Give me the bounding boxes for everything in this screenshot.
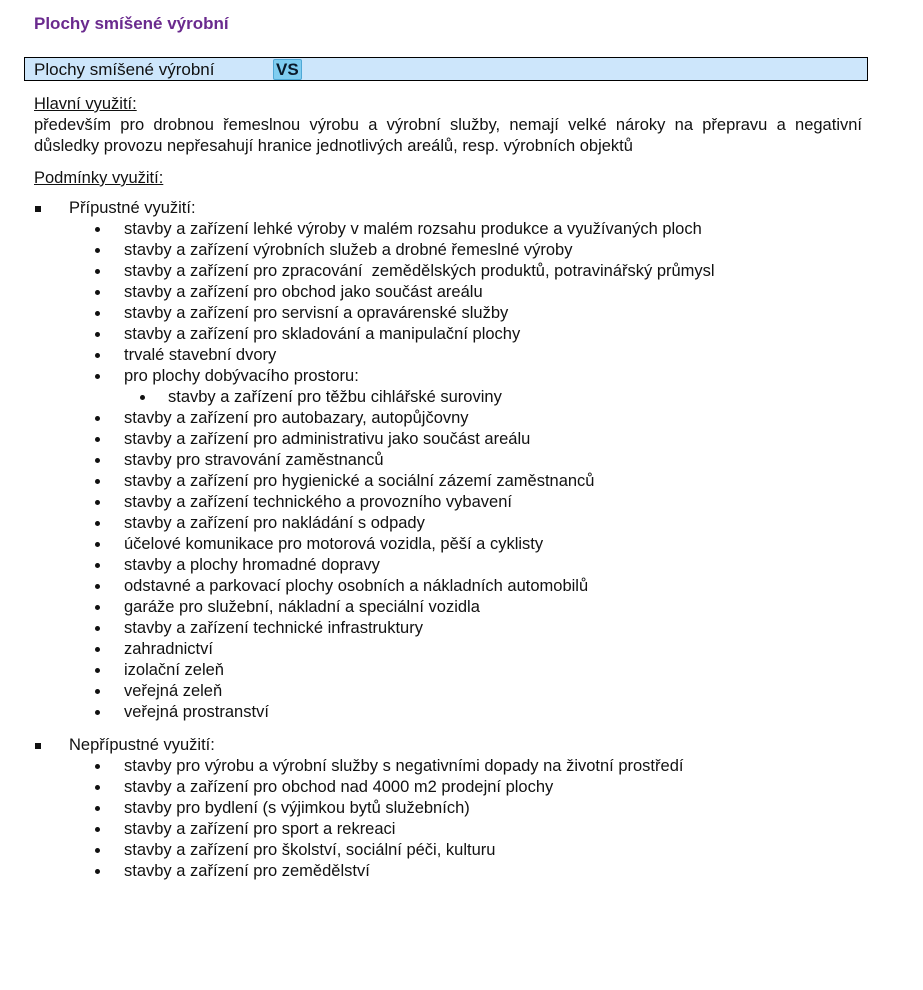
prohibited-use-label: Nepřípustné využití:: [69, 736, 215, 754]
list-item-text: zahradnictví: [124, 640, 213, 658]
list-item: [0, 702, 860, 723]
zone-code-box: [24, 57, 868, 81]
list-item: [0, 282, 860, 303]
bullet-icon: [95, 785, 100, 790]
list-item: [0, 324, 860, 345]
list-item-text: stavby a zařízení pro školství, sociální péči, kulturu: [124, 841, 496, 859]
bullet-icon: [95, 416, 100, 421]
main-use-text: především pro drobnou řemeslnou výrobu a výrobní služby, nemají velké nároky na přepravu a negativní důsledky provozu nepřesahují hranice jednotlivých areálů, resp. výrobních objektů: [34, 116, 862, 155]
list-item-text: trvalé stavební dvory: [124, 346, 277, 364]
list-item: [0, 639, 860, 660]
list-item-text: stavby pro bydlení (s výjimkou bytů služebních): [124, 799, 470, 817]
list-item: [0, 597, 860, 618]
list-item-text: veřejná prostranství: [124, 703, 269, 721]
list-item-text: odstavné a parkovací plochy osobních a nákladních automobilů: [124, 577, 589, 595]
bullet-icon: [95, 437, 100, 442]
list-item-text: stavby a zařízení pro nakládání s odpady: [124, 514, 425, 532]
bullet-icon: [95, 458, 100, 463]
permitted-use-label: Přípustné využití:: [69, 199, 196, 217]
list-item-text: stavby a zařízení výrobních služeb a drobné řemeslné výroby: [124, 241, 573, 259]
list-item-text: stavby a zařízení pro hygienické a sociální zázemí zaměstnanců: [124, 472, 595, 490]
list-item: [0, 345, 860, 366]
list-item: [0, 513, 860, 534]
list-item: [0, 777, 860, 798]
conditions-section: [34, 168, 862, 189]
bullet-icon: [95, 269, 100, 274]
bullet-icon: [95, 311, 100, 316]
list-item: [0, 492, 860, 513]
bullet-icon: [95, 584, 100, 589]
bullet-icon: [95, 290, 100, 295]
list-item: [0, 471, 860, 492]
list-item-text: stavby a zařízení technického a provozního vybavení: [124, 493, 512, 511]
bullet-icon: [95, 827, 100, 832]
bullet-icon: [95, 605, 100, 610]
bullet-icon: [95, 869, 100, 874]
list-item: [0, 303, 860, 324]
list-item: [0, 861, 860, 882]
list-item-text: stavby a zařízení pro administrativu jako součást areálu: [124, 430, 531, 448]
prohibited-use-header: [0, 735, 860, 756]
list-item-text: stavby a zařízení pro těžbu cihlářské suroviny: [168, 388, 502, 406]
list-item: [0, 660, 860, 681]
list-item-text: stavby a zařízení lehké výroby v malém rozsahu produkce a využívaných ploch: [124, 220, 702, 238]
bullet-icon: [140, 395, 145, 400]
list-item: [0, 219, 860, 240]
list-item-text: stavby pro stravování zaměstnanců: [124, 451, 384, 469]
bullet-icon: [95, 479, 100, 484]
list-item-text: izolační zeleň: [124, 661, 224, 679]
list-item-text: stavby a zařízení pro skladování a manipulační plochy: [124, 325, 521, 343]
bullet-icon: [95, 764, 100, 769]
list-item-text: stavby a zařízení pro obchod jako součást areálu: [124, 283, 483, 301]
page-title: Plochy smíšené výrobní: [34, 14, 229, 33]
permitted-use-list: [0, 219, 860, 723]
bullet-icon: [95, 668, 100, 673]
list-item-text: stavby a zařízení pro zemědělství: [124, 862, 370, 880]
bullet-icon: [95, 248, 100, 253]
list-item-text: účelové komunikace pro motorová vozidla, pěší a cyklisty: [124, 535, 544, 553]
prohibited-use-list: [0, 756, 860, 882]
list-item-text: stavby a zařízení pro servisní a opravárenské služby: [124, 304, 509, 322]
list-item-text: garáže pro služební, nákladní a speciální vozidla: [124, 598, 480, 616]
square-bullet-icon: [35, 206, 41, 212]
list-item: [0, 555, 860, 576]
prohibited-use-group: [0, 735, 860, 882]
bullet-icon: [95, 848, 100, 853]
list-item-text: veřejná zeleň: [124, 682, 223, 700]
bullet-icon: [95, 227, 100, 232]
list-item: [0, 681, 860, 702]
list-item: [0, 408, 860, 429]
list-item-text: stavby a zařízení pro obchod nad 4000 m2 prodejní plochy: [124, 778, 554, 796]
bullet-icon: [95, 521, 100, 526]
bullet-icon: [95, 710, 100, 715]
permitted-use-group: [0, 198, 860, 723]
list-item-text: stavby pro výrobu a výrobní služby s negativními dopady na životní prostředí: [124, 757, 684, 775]
bullet-icon: [95, 374, 100, 379]
bullet-icon: [95, 626, 100, 631]
list-item-text: stavby a zařízení technické infrastruktury: [124, 619, 423, 637]
list-item-text: stavby a plochy hromadné dopravy: [124, 556, 380, 574]
bullet-icon: [95, 353, 100, 358]
zone-name: Plochy smíšené výrobní: [34, 60, 215, 79]
zone-code-badge: VS: [273, 59, 302, 80]
list-item: [0, 450, 860, 471]
list-item-text: stavby a zařízení pro sport a rekreaci: [124, 820, 396, 838]
list-item: [0, 366, 860, 387]
list-item: [0, 429, 860, 450]
list-item: [0, 240, 860, 261]
list-item-text: pro plochy dobývacího prostoru:: [124, 367, 359, 385]
bullet-icon: [95, 806, 100, 811]
list-item: [0, 618, 860, 639]
conditions-heading: Podmínky využití:: [34, 169, 164, 187]
list-item-text: stavby a zařízení pro zpracování zemědělských produktů, potravinářský průmysl: [124, 262, 715, 280]
list-item-text: stavby a zařízení pro autobazary, autopůjčovny: [124, 409, 469, 427]
list-item: [0, 798, 860, 819]
bullet-icon: [95, 500, 100, 505]
bullet-icon: [95, 689, 100, 694]
square-bullet-icon: [35, 743, 41, 749]
bullet-icon: [95, 647, 100, 652]
list-item: [0, 261, 860, 282]
list-item: [0, 576, 860, 597]
bullet-icon: [95, 332, 100, 337]
permitted-use-header: [0, 198, 860, 219]
list-item: [0, 840, 860, 861]
list-item: [0, 819, 860, 840]
sub-list-item: [0, 387, 860, 408]
main-use-section: [34, 94, 862, 157]
bullet-icon: [95, 563, 100, 568]
list-item: [0, 756, 860, 777]
bullet-icon: [95, 542, 100, 547]
main-use-heading: Hlavní využití:: [34, 95, 137, 113]
list-item: [0, 534, 860, 555]
